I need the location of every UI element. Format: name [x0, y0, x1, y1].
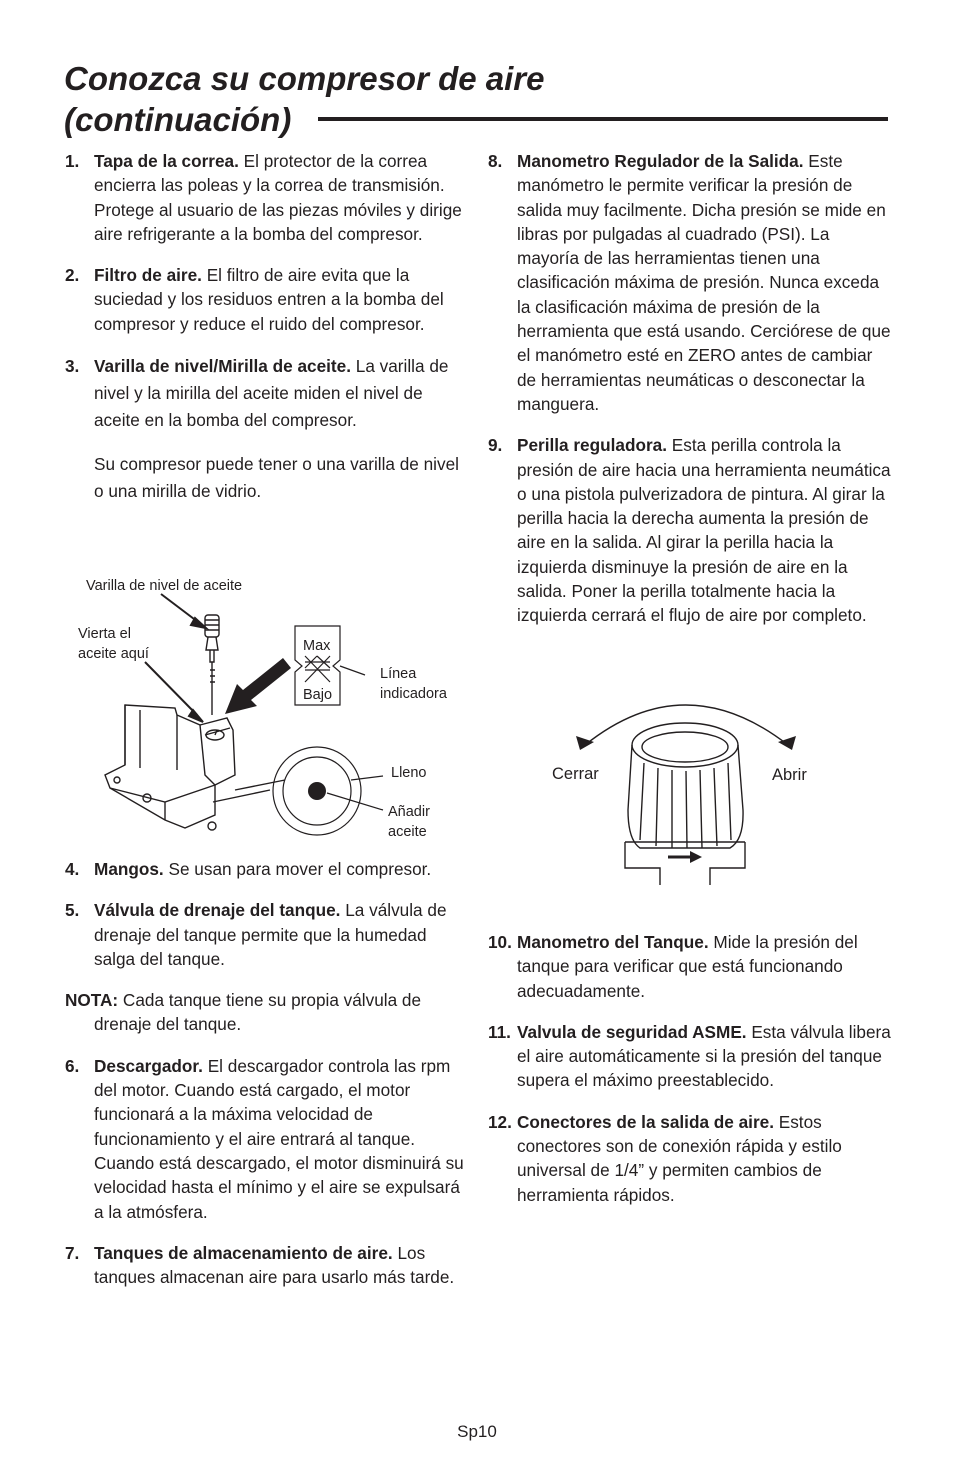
pour-oil-label-line2: aceite aquí [78, 646, 149, 662]
title-line-2: (continuación) [64, 101, 292, 138]
item-text: La válvula de drenaje del tanque permite que la humedad salga del tanque. [94, 900, 447, 969]
pump-body [105, 705, 215, 828]
item-number: 9. [488, 435, 503, 456]
item-air-filter [65, 263, 470, 336]
item-text: Estos conectores son de conexión rápida y estilo universal de 1/4” y permiten cambios de herramienta rápidos. [517, 1111, 842, 1205]
item-oil-note: Su compresor puede tener o una varilla de nivel o una mirilla de vidrio. [94, 454, 459, 502]
indicator-line-label-2: indicadora [380, 686, 447, 702]
close-label: Cerrar [552, 765, 599, 783]
indicator-arrow [225, 658, 291, 714]
item-outlet-gauge [488, 149, 893, 416]
item-heading: Tanques de almacenamiento de aire. [94, 1242, 393, 1263]
note-heading: NOTA: [65, 990, 119, 1011]
item-number: 1. [65, 151, 80, 171]
rotation-arc [585, 705, 788, 745]
open-label: Abrir [772, 766, 807, 784]
add-oil-label-1: Añadir [388, 804, 430, 820]
title-rule [318, 117, 888, 121]
item-number: 7. [65, 1242, 80, 1263]
item-unloader [65, 1054, 470, 1224]
title-line-1: Conozca su compresor de aire [64, 60, 545, 97]
item-text: El descargador controla las rpm del motor. Cuando está cargado, el motor funcionará a la máxima velocidad de funcionamiento y el aire entrará al tanque. Cuando está descargado, el motor disminuirá su velocidad hasta el mínimo y el aire se expulsará a la atmósfera. [94, 1055, 464, 1222]
note [65, 988, 470, 1037]
item-text: Esta perilla controla la presión de aire hacia una herramienta neumática o una pistola pulverizadora de pintura. Al girar la perilla hacia la derecha aumenta la presión de aire en la salida. Al girar la perilla hacia la izquierda disminuye la presión de aire en la salida. Poner la perilla totalmente hacia la izquierda cerrará el flujo de aire por completo. [517, 435, 891, 626]
item-safety-valve [488, 1020, 893, 1093]
item-drain-valve [65, 898, 470, 971]
item-text: El filtro de aire evita que la suciedad y los residuos entren a la bomba del compresor y reduce el ruido del compresor. [94, 265, 444, 334]
indicator-line-label-1: Línea [380, 666, 417, 682]
item-text: Este manómetro le permite verificar la presión de salida muy facilmente. Dicha presión se mide en libras por pulgadas al cuadrado (PSI). La mayoría de las herramientas tienen una clasificación máxima de presión. Nunca exceda la clasificación máxima de presión de la herramienta que está usando. Cerciórese de que el manómetro esté en ZERO antes de cambiar de herramientas neumáticas o desconectar la manguera. [517, 151, 891, 414]
page-title [64, 58, 544, 140]
item-heading: Válvula de drenaje del tanque. [94, 900, 341, 921]
item-number: 11. [488, 1021, 511, 1042]
right-column-top [488, 149, 893, 645]
item-text: Los tanques almacenan aire para usarlo más tarde. [94, 1242, 455, 1288]
item-heading: Manometro Regulador de la Salida. [517, 151, 804, 171]
item-regulator-knob [488, 433, 893, 627]
item-heading: Conectores de la salida de aire. [517, 1111, 774, 1132]
regulator-knob-figure [540, 690, 840, 895]
item-number: 12. [488, 1111, 512, 1132]
item-oil-dipstick [65, 353, 470, 434]
item-heading: Filtro de aire. [94, 265, 202, 286]
item-text: Mide la presión del tanque para verificar que está funcionando adecuadamente. [517, 932, 858, 1001]
item-text: La varilla de nivel y la mirilla del aceite miden el nivel de aceite en la bomba del compresor. [94, 356, 449, 431]
item-belt-guard [65, 149, 470, 246]
low-label: Bajo [303, 687, 333, 703]
item-number: 5. [65, 900, 80, 921]
regulator-knob-diagram [540, 690, 840, 895]
pour-oil-label-line1: Vierta el [78, 626, 131, 642]
right-column-bottom [488, 930, 893, 1224]
page-number: Sp10 [457, 1422, 497, 1441]
item-heading: Manometro del Tanque. [517, 932, 709, 952]
add-oil-label-2: aceite [388, 824, 427, 840]
item-heading: Varilla de nivel/Mirilla de aceite. [94, 356, 351, 377]
item-number: 8. [488, 151, 503, 171]
dipstick-label: Varilla de nivel de aceite [86, 578, 243, 594]
item-heading: Valvula de seguridad ASME. [517, 1021, 747, 1042]
item-air-tanks [65, 1241, 470, 1290]
item-number: 10. [488, 932, 512, 952]
oil-level-figure [65, 570, 485, 855]
max-label: Max [303, 638, 331, 654]
item-text: Se usan para mover el compresor. [163, 859, 432, 879]
item-number: 3. [65, 356, 80, 377]
item-heading: Perilla reguladora. [517, 435, 667, 456]
item-number: 2. [65, 265, 80, 286]
item-heading: Descargador. [94, 1055, 203, 1076]
left-column-bottom [65, 857, 470, 1306]
item-heading: Tapa de la correa. [94, 151, 239, 171]
item-number: 6. [65, 1055, 80, 1076]
item-tank-gauge [488, 930, 893, 1003]
item-handles [65, 857, 470, 881]
item-text: Esta válvula libera el aire automáticamente si la presión del tanque supera el máximo preestablecido. [517, 1021, 891, 1091]
full-label: Lleno [391, 765, 427, 781]
item-air-outlet-connectors [488, 1110, 893, 1207]
item-number: 4. [65, 859, 80, 879]
note-text: Cada tanque tiene su propia válvula de drenaje del tanque. [94, 990, 422, 1035]
left-column-top [65, 149, 470, 522]
item-text: El protector de la correa encierra las poleas y la correa de transmisión. Protege al usuario de las piezas móviles y dirige aire refrigerante a la bomba del compresor. [94, 151, 462, 244]
item-heading: Mangos. [94, 859, 164, 879]
